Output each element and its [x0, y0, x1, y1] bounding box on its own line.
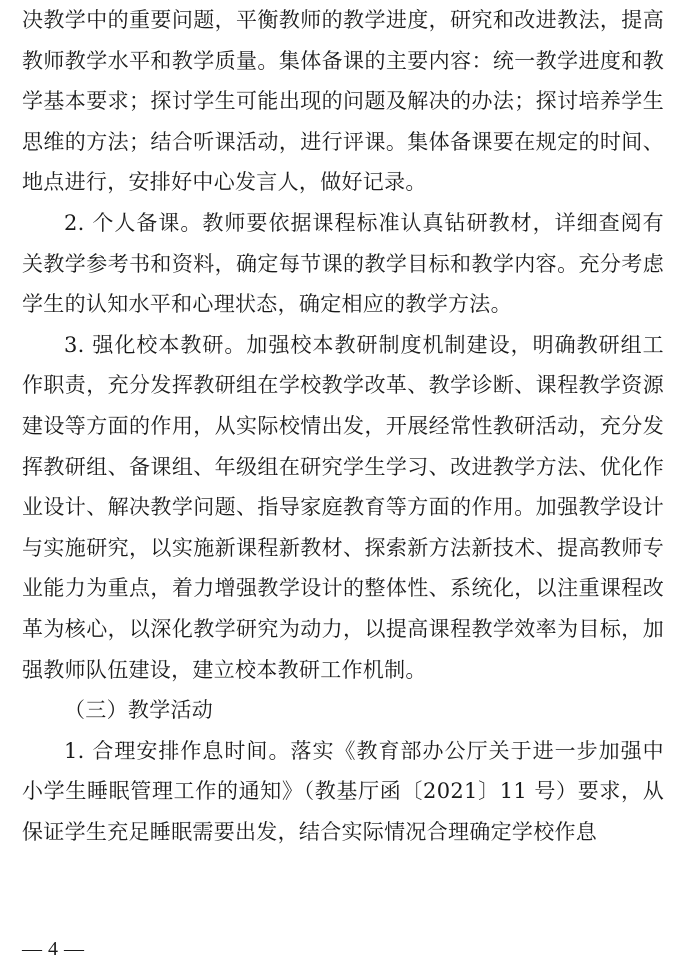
paragraph-collective-lesson-prep-continuation: 决教学中的重要问题，平衡教师的教学进度，研究和改进教法，提高教师教学水平和教学质量。集体备课的主要内容：统一教学进度和教学基本要求；探讨学生可能出现的问题及解决的办法；探讨培养学生思维的方法；结合听课活动，进行评课。集体备课要在规定的时间、地点进行，安排好中心发言人，做好记录。 [22, 8, 664, 195]
document-body [22, 0, 664, 852]
paragraph-school-based-research: 3. 强化校本教研。加强校本教研制度机制建设，明确教研组工作职责，充分发挥教研组在学校教学改革、教学诊断、课程教学资源建设等方面的作用，从实际校情出发，开展经常性教研活动，充分发挥教研组、备课组、年级组在研究学生学习、改进教学方法、优化作业设计、解决教学问题、指导家庭教育等方面的作用。加强教学设计与实施研究，以实施新课程新教材、探索新方法新技术、提高教师专业能力为重点，着力增强教学设计的整体性、系统化，以注重课程改革为核心，以深化教学研究为动力，以提高课程教学效率为目标，加强教师队伍建设，建立校本教研工作机制。 [22, 332, 664, 682]
paragraph-rest-schedule: 1. 合理安排作息时间。落实《教育部办公厅关于进一步加强中小学生睡眠管理工作的通知》（教基厅函〔2021〕11 号）要求，从保证学生充足睡眠需要出发，结合实际情况合理确定学校作息 [22, 738, 664, 844]
page-number: — 4 — [22, 938, 85, 960]
section-heading-teaching-activities: （三）教学活动 [64, 698, 214, 723]
paragraph-personal-lesson-prep: 2. 个人备课。教师要依据课程标准认真钻研教材，详细查阅有关教学参考书和资料，确定每节课的教学目标和教学内容。充分考虑学生的认知水平和心理状态，确定相应的教学方法。 [22, 210, 664, 317]
